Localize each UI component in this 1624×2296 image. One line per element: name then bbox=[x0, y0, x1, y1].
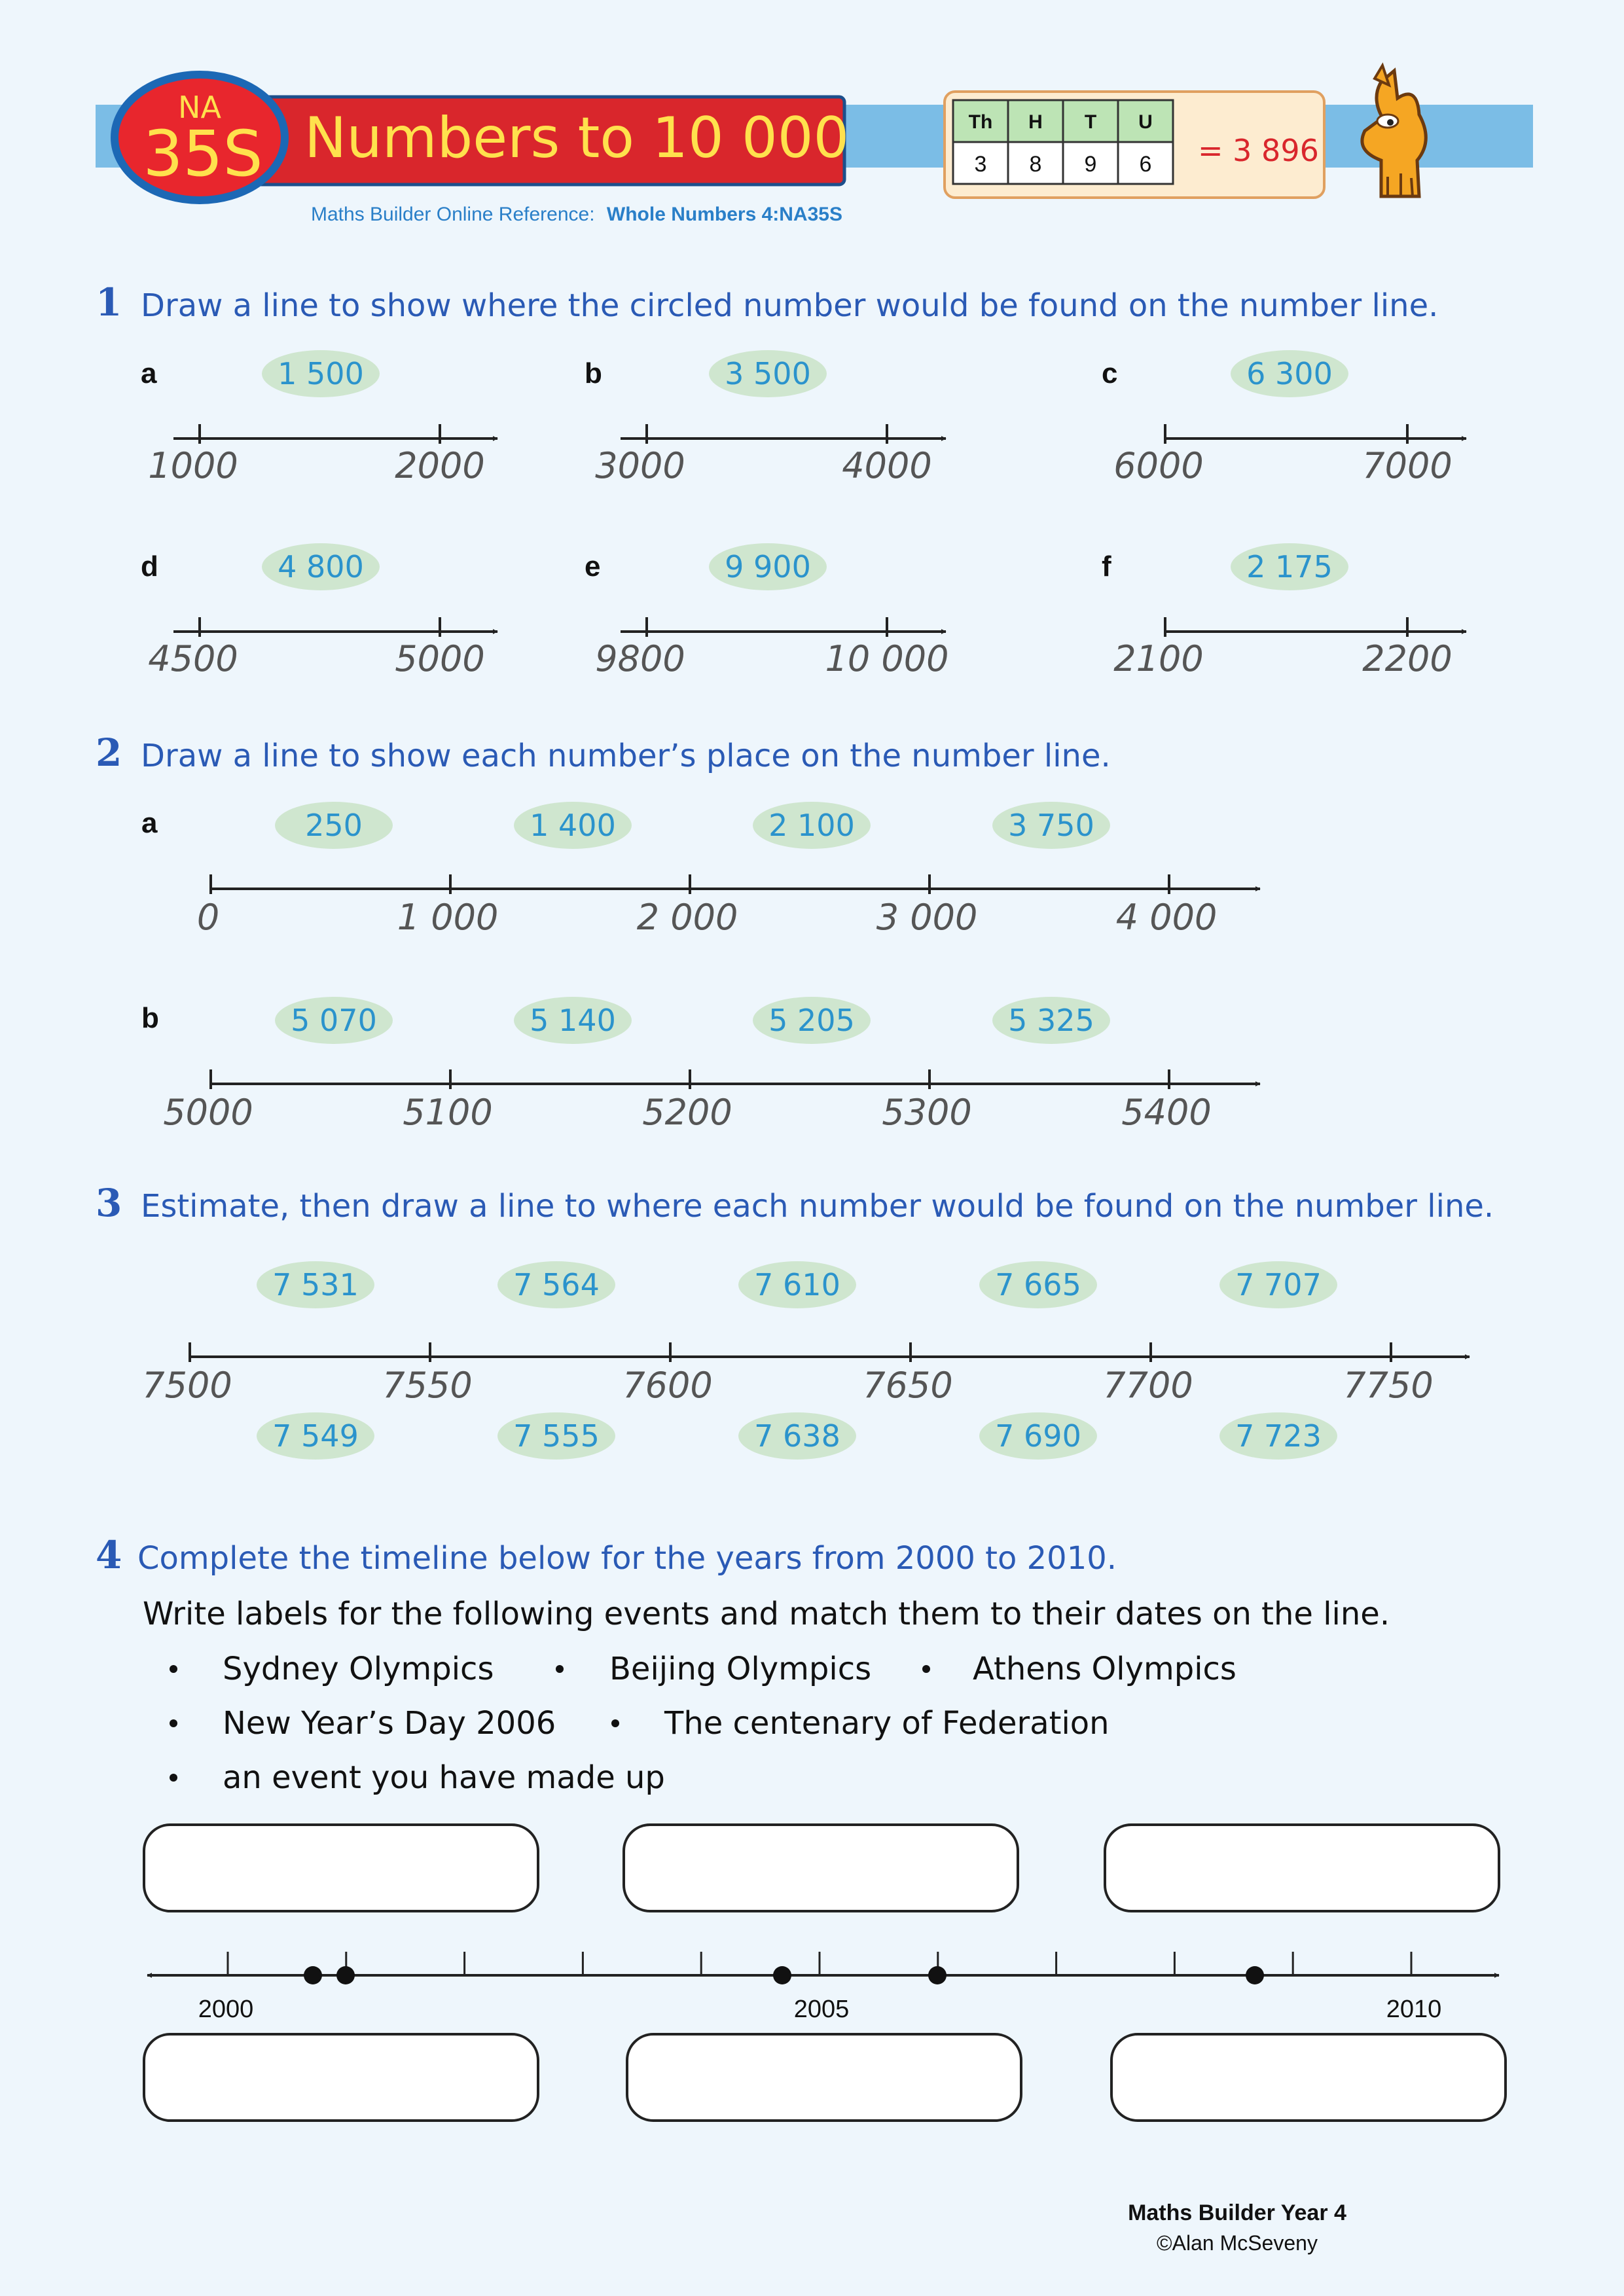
event-item: Beijing Olympics bbox=[609, 1651, 872, 1687]
q4-event-list bbox=[170, 1651, 1236, 1796]
tick-label: 5000 bbox=[395, 638, 485, 679]
badge-strand: NA bbox=[178, 90, 221, 125]
tick-label: 7550 bbox=[382, 1365, 473, 1406]
target-number: 7 665 bbox=[995, 1267, 1081, 1302]
label-box bbox=[144, 2034, 538, 2121]
tick-label: 7000 bbox=[1362, 445, 1453, 486]
q1-item-letter: e bbox=[585, 550, 601, 583]
tick-label: 4000 bbox=[842, 445, 932, 486]
target-number: 250 bbox=[305, 808, 363, 843]
year-label: 2005 bbox=[793, 1996, 850, 2023]
tick-label: 5200 bbox=[642, 1092, 732, 1133]
tick-label: 7750 bbox=[1343, 1365, 1434, 1406]
target-number: 7 531 bbox=[272, 1267, 359, 1302]
tick-label: 5400 bbox=[1121, 1092, 1212, 1133]
target-number: 3 500 bbox=[725, 356, 811, 391]
q4-timeline bbox=[144, 1825, 1506, 2121]
q4-instruction: Complete the timeline below for the years from 2000 to 2010. bbox=[137, 1540, 1117, 1577]
place-value-result: = 3 896 bbox=[1198, 133, 1319, 168]
target-number: 7 564 bbox=[513, 1267, 600, 1302]
q2-instruction: Draw a line to show each number’s place on the number line. bbox=[141, 738, 1111, 774]
target-number: 7 690 bbox=[995, 1418, 1081, 1454]
event-dot bbox=[773, 1966, 791, 1984]
target-number: 2 175 bbox=[1246, 549, 1333, 584]
target-number: 5 205 bbox=[768, 1003, 855, 1038]
tick-label: 0 bbox=[196, 897, 220, 938]
footer-copyright: ©Alan McSeveny bbox=[1157, 2231, 1318, 2255]
tick-label: 7600 bbox=[623, 1365, 713, 1406]
bullet-dot bbox=[611, 1719, 619, 1727]
q3-instruction: Estimate, then draw a line to where each number would be found on the number line. bbox=[141, 1188, 1494, 1225]
tick-label: 4 000 bbox=[1115, 897, 1218, 938]
event-item: Athens Olympics bbox=[973, 1651, 1236, 1687]
footer-book: Maths Builder Year 4 bbox=[1128, 2200, 1346, 2225]
target-number: 2 100 bbox=[768, 808, 855, 843]
event-dot bbox=[304, 1966, 322, 1984]
label-box bbox=[627, 2034, 1021, 2121]
reference-label: Maths Builder Online Reference: bbox=[311, 204, 595, 225]
target-number: 7 549 bbox=[272, 1418, 359, 1454]
label-box bbox=[1105, 1825, 1499, 1911]
q1-item-letter: d bbox=[141, 550, 158, 583]
event-item: an event you have made up bbox=[223, 1759, 665, 1796]
badge-code: 35S bbox=[143, 117, 263, 190]
bullet-dot bbox=[922, 1665, 930, 1673]
tick-label: 3000 bbox=[595, 445, 685, 486]
q1-number-lines bbox=[141, 350, 1466, 679]
tick-label: 1 000 bbox=[397, 897, 499, 938]
target-number: 5 140 bbox=[530, 1003, 616, 1038]
target-number: 5 070 bbox=[291, 1003, 377, 1038]
event-dot bbox=[1246, 1966, 1264, 1984]
q2-line-letter: a bbox=[141, 807, 158, 839]
place-header: U bbox=[1138, 111, 1153, 133]
event-item: The centenary of Federation bbox=[664, 1705, 1110, 1742]
target-number: 4 800 bbox=[278, 549, 364, 584]
tick-label: 1000 bbox=[148, 445, 238, 486]
target-number: 1 500 bbox=[278, 356, 364, 391]
target-number: 1 400 bbox=[530, 808, 616, 843]
event-dot bbox=[928, 1966, 947, 1984]
event-dot bbox=[336, 1966, 355, 1984]
q1-instruction: Draw a line to show where the circled number would be found on the number line. bbox=[141, 287, 1439, 324]
tick-label: 7500 bbox=[142, 1365, 232, 1406]
q3-number: 3 bbox=[96, 1181, 122, 1225]
q1-number: 1 bbox=[96, 280, 122, 325]
place-value-table bbox=[953, 100, 1173, 184]
place-digit: 8 bbox=[1029, 152, 1042, 177]
q2-number: 2 bbox=[96, 730, 122, 775]
year-label: 2010 bbox=[1386, 1996, 1442, 2023]
label-box bbox=[144, 1825, 538, 1911]
tick-label: 7700 bbox=[1103, 1365, 1193, 1406]
event-item: New Year’s Day 2006 bbox=[223, 1705, 556, 1742]
q2-number-lines bbox=[141, 802, 1260, 1133]
tick-label: 2100 bbox=[1113, 638, 1204, 679]
target-number: 6 300 bbox=[1246, 356, 1333, 391]
tick-label: 2200 bbox=[1362, 638, 1453, 679]
tick-label: 3 000 bbox=[876, 897, 978, 938]
target-number: 9 900 bbox=[725, 549, 811, 584]
q3-number-line bbox=[142, 1261, 1470, 1460]
target-number: 7 555 bbox=[513, 1418, 600, 1454]
tick-label: 6000 bbox=[1113, 445, 1204, 486]
year-label: 2000 bbox=[198, 1996, 254, 2023]
target-number: 7 638 bbox=[754, 1418, 840, 1454]
place-header: H bbox=[1028, 111, 1043, 133]
tick-label: 2000 bbox=[395, 445, 485, 486]
tick-label: 4500 bbox=[148, 638, 238, 679]
page-title: Numbers to 10 000 bbox=[304, 105, 850, 171]
label-box bbox=[1111, 2034, 1506, 2121]
q1-item-letter: c bbox=[1102, 357, 1118, 389]
place-digit: 9 bbox=[1084, 152, 1097, 177]
place-header: Th bbox=[968, 111, 993, 133]
online-reference bbox=[311, 204, 842, 225]
reference-value: Whole Numbers 4:NA35S bbox=[606, 204, 842, 225]
tick-label: 5100 bbox=[403, 1092, 493, 1133]
bullet-dot bbox=[170, 1665, 177, 1673]
q1-item-letter: a bbox=[141, 357, 157, 389]
place-header: T bbox=[1084, 111, 1097, 133]
bullet-dot bbox=[556, 1665, 564, 1673]
tick-label: 2 000 bbox=[636, 897, 738, 938]
place-digit: 6 bbox=[1139, 152, 1152, 177]
event-item: Sydney Olympics bbox=[223, 1651, 494, 1687]
horse-mascot-icon bbox=[1362, 65, 1426, 196]
tick-label: 5000 bbox=[163, 1092, 253, 1133]
bullet-dot bbox=[170, 1719, 177, 1727]
tick-label: 10 000 bbox=[825, 638, 949, 679]
tick-label: 7650 bbox=[863, 1365, 953, 1406]
label-box bbox=[624, 1825, 1018, 1911]
q4-number: 4 bbox=[96, 1533, 122, 1577]
q4-subinstruction: Write labels for the following events and match them to their dates on the line. bbox=[143, 1596, 1390, 1632]
q2-line-letter: b bbox=[141, 1002, 159, 1034]
target-number: 3 750 bbox=[1008, 808, 1094, 843]
tick-label: 5300 bbox=[882, 1092, 972, 1133]
q1-item-letter: f bbox=[1102, 550, 1111, 583]
target-number: 7 707 bbox=[1235, 1267, 1322, 1302]
target-number: 7 723 bbox=[1235, 1418, 1322, 1454]
place-digit: 3 bbox=[974, 152, 987, 177]
target-number: 7 610 bbox=[754, 1267, 840, 1302]
tick-label: 9800 bbox=[595, 638, 685, 679]
target-number: 5 325 bbox=[1008, 1003, 1094, 1038]
q1-item-letter: b bbox=[585, 357, 602, 389]
bullet-dot bbox=[170, 1774, 177, 1782]
